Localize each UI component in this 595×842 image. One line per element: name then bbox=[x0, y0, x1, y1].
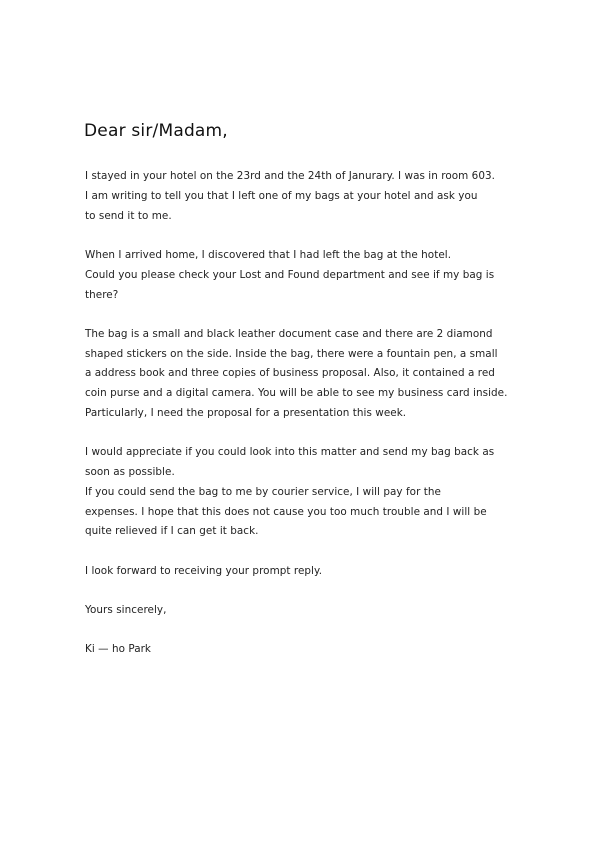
paragraph-2-line-3: there? bbox=[85, 289, 119, 301]
paragraph-3-line-5: Particularly, I need the proposal for a presentation this week. bbox=[85, 407, 407, 419]
paragraph-1-line-3: to send it to me. bbox=[85, 210, 172, 222]
paragraph-1-line-2: I am writing to tell you that I left one of my bags at your hotel and ask you bbox=[85, 190, 478, 202]
paragraph-1-line-1: I stayed in your hotel on the 23rd and the 24th of Janurary. I was in room 603. bbox=[85, 170, 495, 182]
paragraph-5-line-1: I look forward to receiving your prompt reply. bbox=[85, 565, 323, 577]
paragraph-4-line-3: If you could send the bag to me by courier service, I will pay for the bbox=[85, 486, 441, 498]
paragraph-3-line-3: a address book and three copies of business proposal. Also, it contained a red bbox=[85, 367, 495, 379]
paragraph-3-line-4: coin purse and a digital camera. You will be able to see my business card inside. bbox=[85, 387, 508, 399]
paragraph-2-line-2: Could you please check your Lost and Found department and see if my bag is bbox=[85, 269, 495, 281]
paragraph-4-line-5: quite relieved if I can get it back. bbox=[85, 525, 259, 537]
paragraph-4-line-2: soon as possible. bbox=[85, 466, 175, 478]
paragraph-2-line-1: When I arrived home, I discovered that I had left the bag at the hotel. bbox=[85, 249, 452, 261]
paragraph-4-line-1: I would appreciate if you could look into this matter and send my bag back as bbox=[85, 446, 495, 458]
letter-signature: Ki — ho Park bbox=[85, 643, 151, 655]
paragraph-3-line-2: shaped stickers on the side. Inside the bag, there were a fountain pen, a small bbox=[85, 348, 498, 360]
letter-closing: Yours sincerely, bbox=[85, 604, 167, 616]
paragraph-4-line-4: expenses. I hope that this does not cause you too much trouble and I will be bbox=[85, 506, 487, 518]
paragraph-3-line-1: The bag is a small and black leather document case and there are 2 diamond bbox=[85, 328, 493, 340]
letter-greeting: Dear sir/Madam, bbox=[84, 121, 228, 141]
